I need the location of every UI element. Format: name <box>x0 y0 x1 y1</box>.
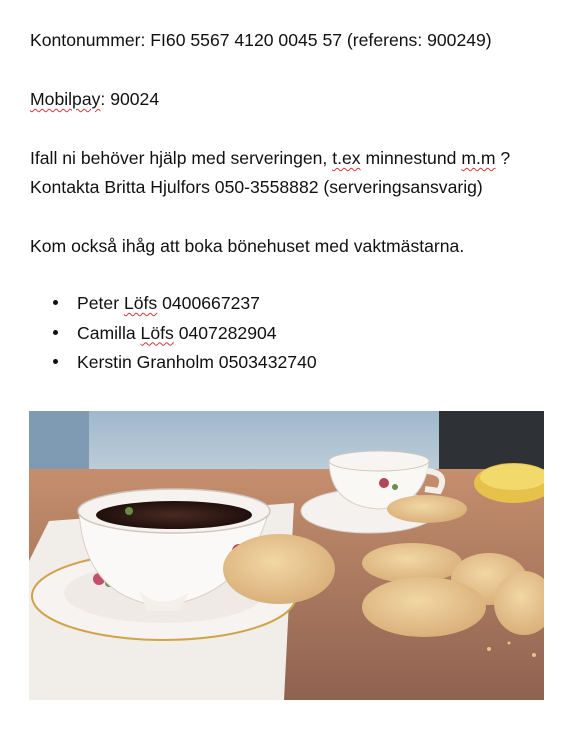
serving-abbrev-mm: m.m <box>461 148 496 168</box>
contact-last-name: Löfs <box>140 322 174 343</box>
serving-line-2: Kontakta Britta Hjulfors 050-3558882 (serveringsansvarig) <box>30 177 483 197</box>
contact-first-name: Camilla <box>77 322 141 343</box>
list-item <box>0 322 317 352</box>
mobilepay-line <box>30 88 159 110</box>
account-line <box>30 29 492 51</box>
account-label: Kontonummer: <box>30 30 146 50</box>
bullet-icon <box>53 300 58 305</box>
contact-last-name: Löfs <box>123 293 158 313</box>
coffee-cookies-photo <box>29 411 544 700</box>
bullet-icon <box>53 330 58 335</box>
contact-first-name: Peter <box>77 293 124 313</box>
serving-question-mark: ? <box>495 148 511 168</box>
account-reference: (referens: 900249) <box>346 30 492 50</box>
mobilepay-label: Mobilpay <box>30 89 101 109</box>
photo-illustration <box>29 411 544 700</box>
serving-line-1 <box>30 147 510 169</box>
booking-line: Kom också ihåg att boka bönehuset med vaktmästarna. <box>30 236 465 256</box>
account-number: FI60 5567 4120 0045 57 <box>150 30 343 50</box>
caretaker-list <box>0 292 317 381</box>
list-item <box>0 292 317 322</box>
contact-phone: 0503432740 <box>213 352 317 372</box>
list-item <box>0 351 317 381</box>
serving-text-2: minnestund <box>360 148 462 168</box>
contact-phone: 0400667237 <box>157 293 260 313</box>
bullet-icon <box>53 359 58 364</box>
serving-abbrev-tex: t.ex <box>332 148 361 168</box>
mobilepay-number: : 90024 <box>100 89 160 109</box>
contact-phone: 0407282904 <box>173 322 277 343</box>
serving-text: Ifall ni behöver hjälp med serveringen, <box>30 148 333 168</box>
contact-name: Kerstin Granholm <box>77 352 214 372</box>
